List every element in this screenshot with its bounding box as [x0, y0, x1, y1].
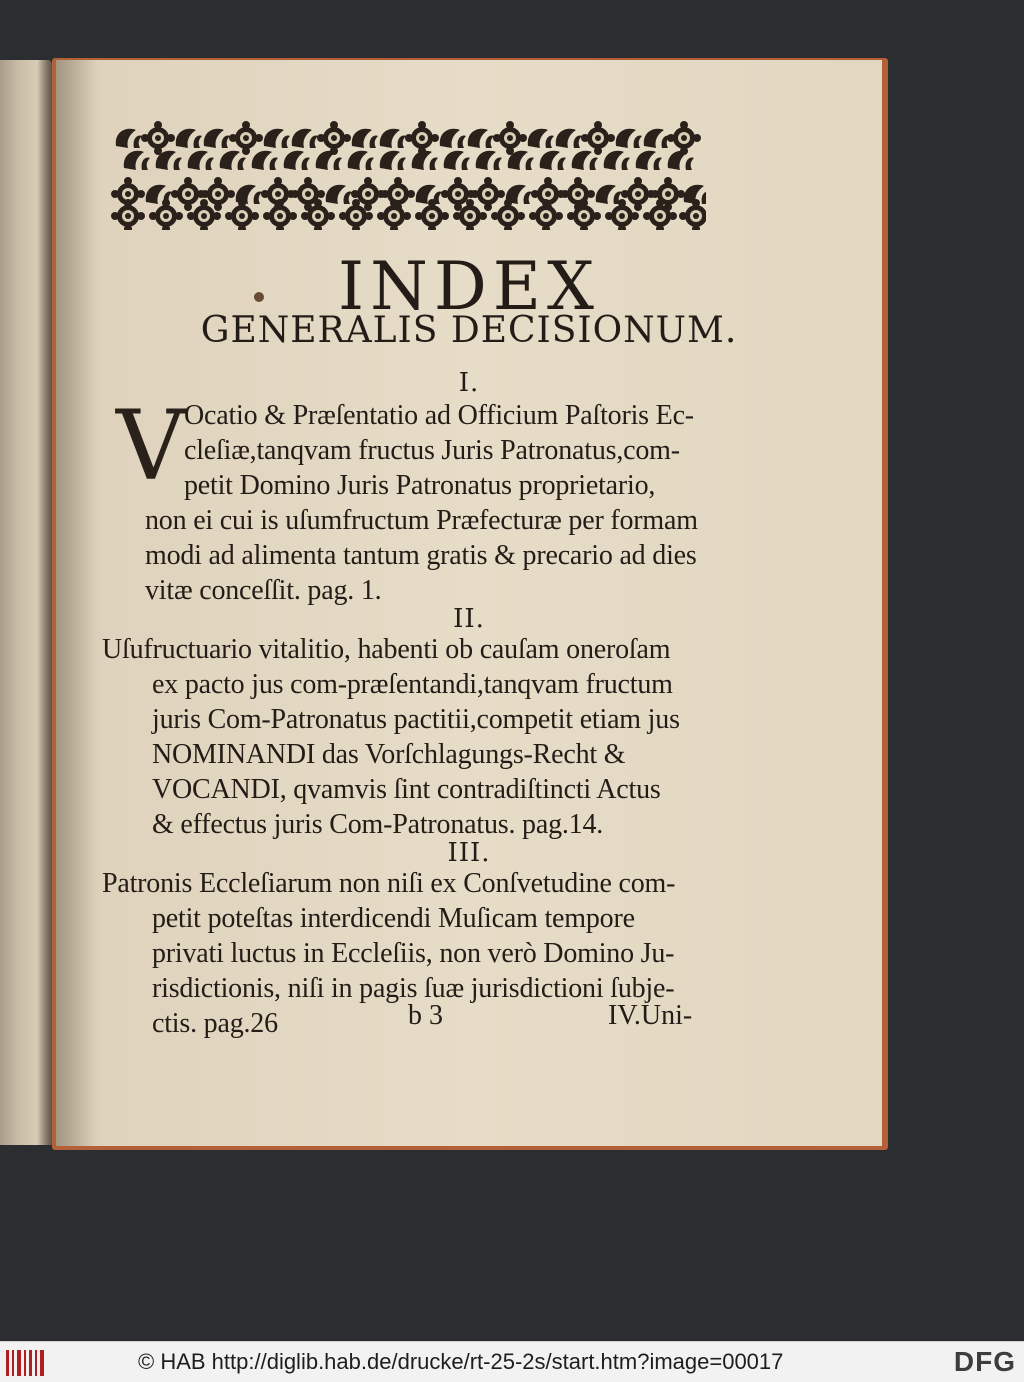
- floral-ornament-icon: [106, 118, 706, 230]
- entry-line: cleſiæ,tanqvam fructus Juris Patronatus,com-: [184, 435, 680, 466]
- dfg-logo: DFG: [953, 1346, 1016, 1377]
- entry-line: & effectus juris Com-Patronatus. pag.14.: [152, 809, 604, 840]
- entry-line: risdictionis, niſi in pagis ſuæ jurisdictioni ſubje-: [152, 973, 675, 1004]
- entry-line: juris Com-Patronatus pactitii,competit etiam jus: [152, 704, 680, 735]
- entry-number: II.: [453, 604, 485, 634]
- entry-line: Ocatio & Præſentatio ad Officium Paſtoris Ec-: [184, 400, 694, 431]
- decorative-headpiece: [106, 118, 706, 230]
- entry-line: Uſufructuario vitalitio, habenti ob cauſam oneroſam: [102, 634, 671, 665]
- entry-line: vitæ conceſſit. pag. 1.: [145, 575, 382, 606]
- facing-page-shadow: [38, 60, 52, 1145]
- entry-line: privati luctus in Eccleſiis, non verò Domino Ju-: [152, 938, 675, 969]
- signature-mark: b 3: [408, 1000, 443, 1031]
- entry-number: III.: [447, 838, 491, 868]
- entry-line: NOMINANDI das Vorſchlagungs-Recht &: [152, 739, 626, 770]
- barcode-icon: [6, 1350, 96, 1376]
- entry-line: petit poteſtas interdicendi Muſicam tempore: [152, 903, 635, 934]
- catchword: IV.Uni-: [608, 1000, 693, 1031]
- entry-line: non ei cui is uſumfructum Præfecturæ per formam: [145, 505, 698, 536]
- page-title: INDEX: [338, 248, 600, 325]
- entry-line: ctis. pag.26: [152, 1008, 278, 1039]
- drop-cap: V: [116, 390, 186, 502]
- entry-line: Patronis Eccleſiarum non niſi ex Conſvetudine com-: [102, 868, 676, 899]
- entry-line: VOCANDI, qvamvis ſint contradiſtincti Actus: [152, 774, 661, 805]
- viewer-footer-bar: [0, 1341, 1024, 1382]
- entry-line: modi ad alimenta tantum gratis & precario ad dies: [145, 540, 697, 571]
- book-page: [56, 60, 882, 1146]
- page-subtitle: GENERALIS DECISIONUM.: [200, 310, 738, 351]
- page-gutter: [56, 60, 96, 1146]
- entry-line: ex pacto jus com-præſentandi,tanqvam fructum: [152, 669, 673, 700]
- entry-number: I.: [458, 368, 480, 398]
- entry-line: petit Domino Juris Patronatus proprietario,: [184, 470, 656, 501]
- source-url[interactable]: © HAB http://diglib.hab.de/drucke/rt-25-2s/start.htm?image=00017: [138, 1349, 784, 1374]
